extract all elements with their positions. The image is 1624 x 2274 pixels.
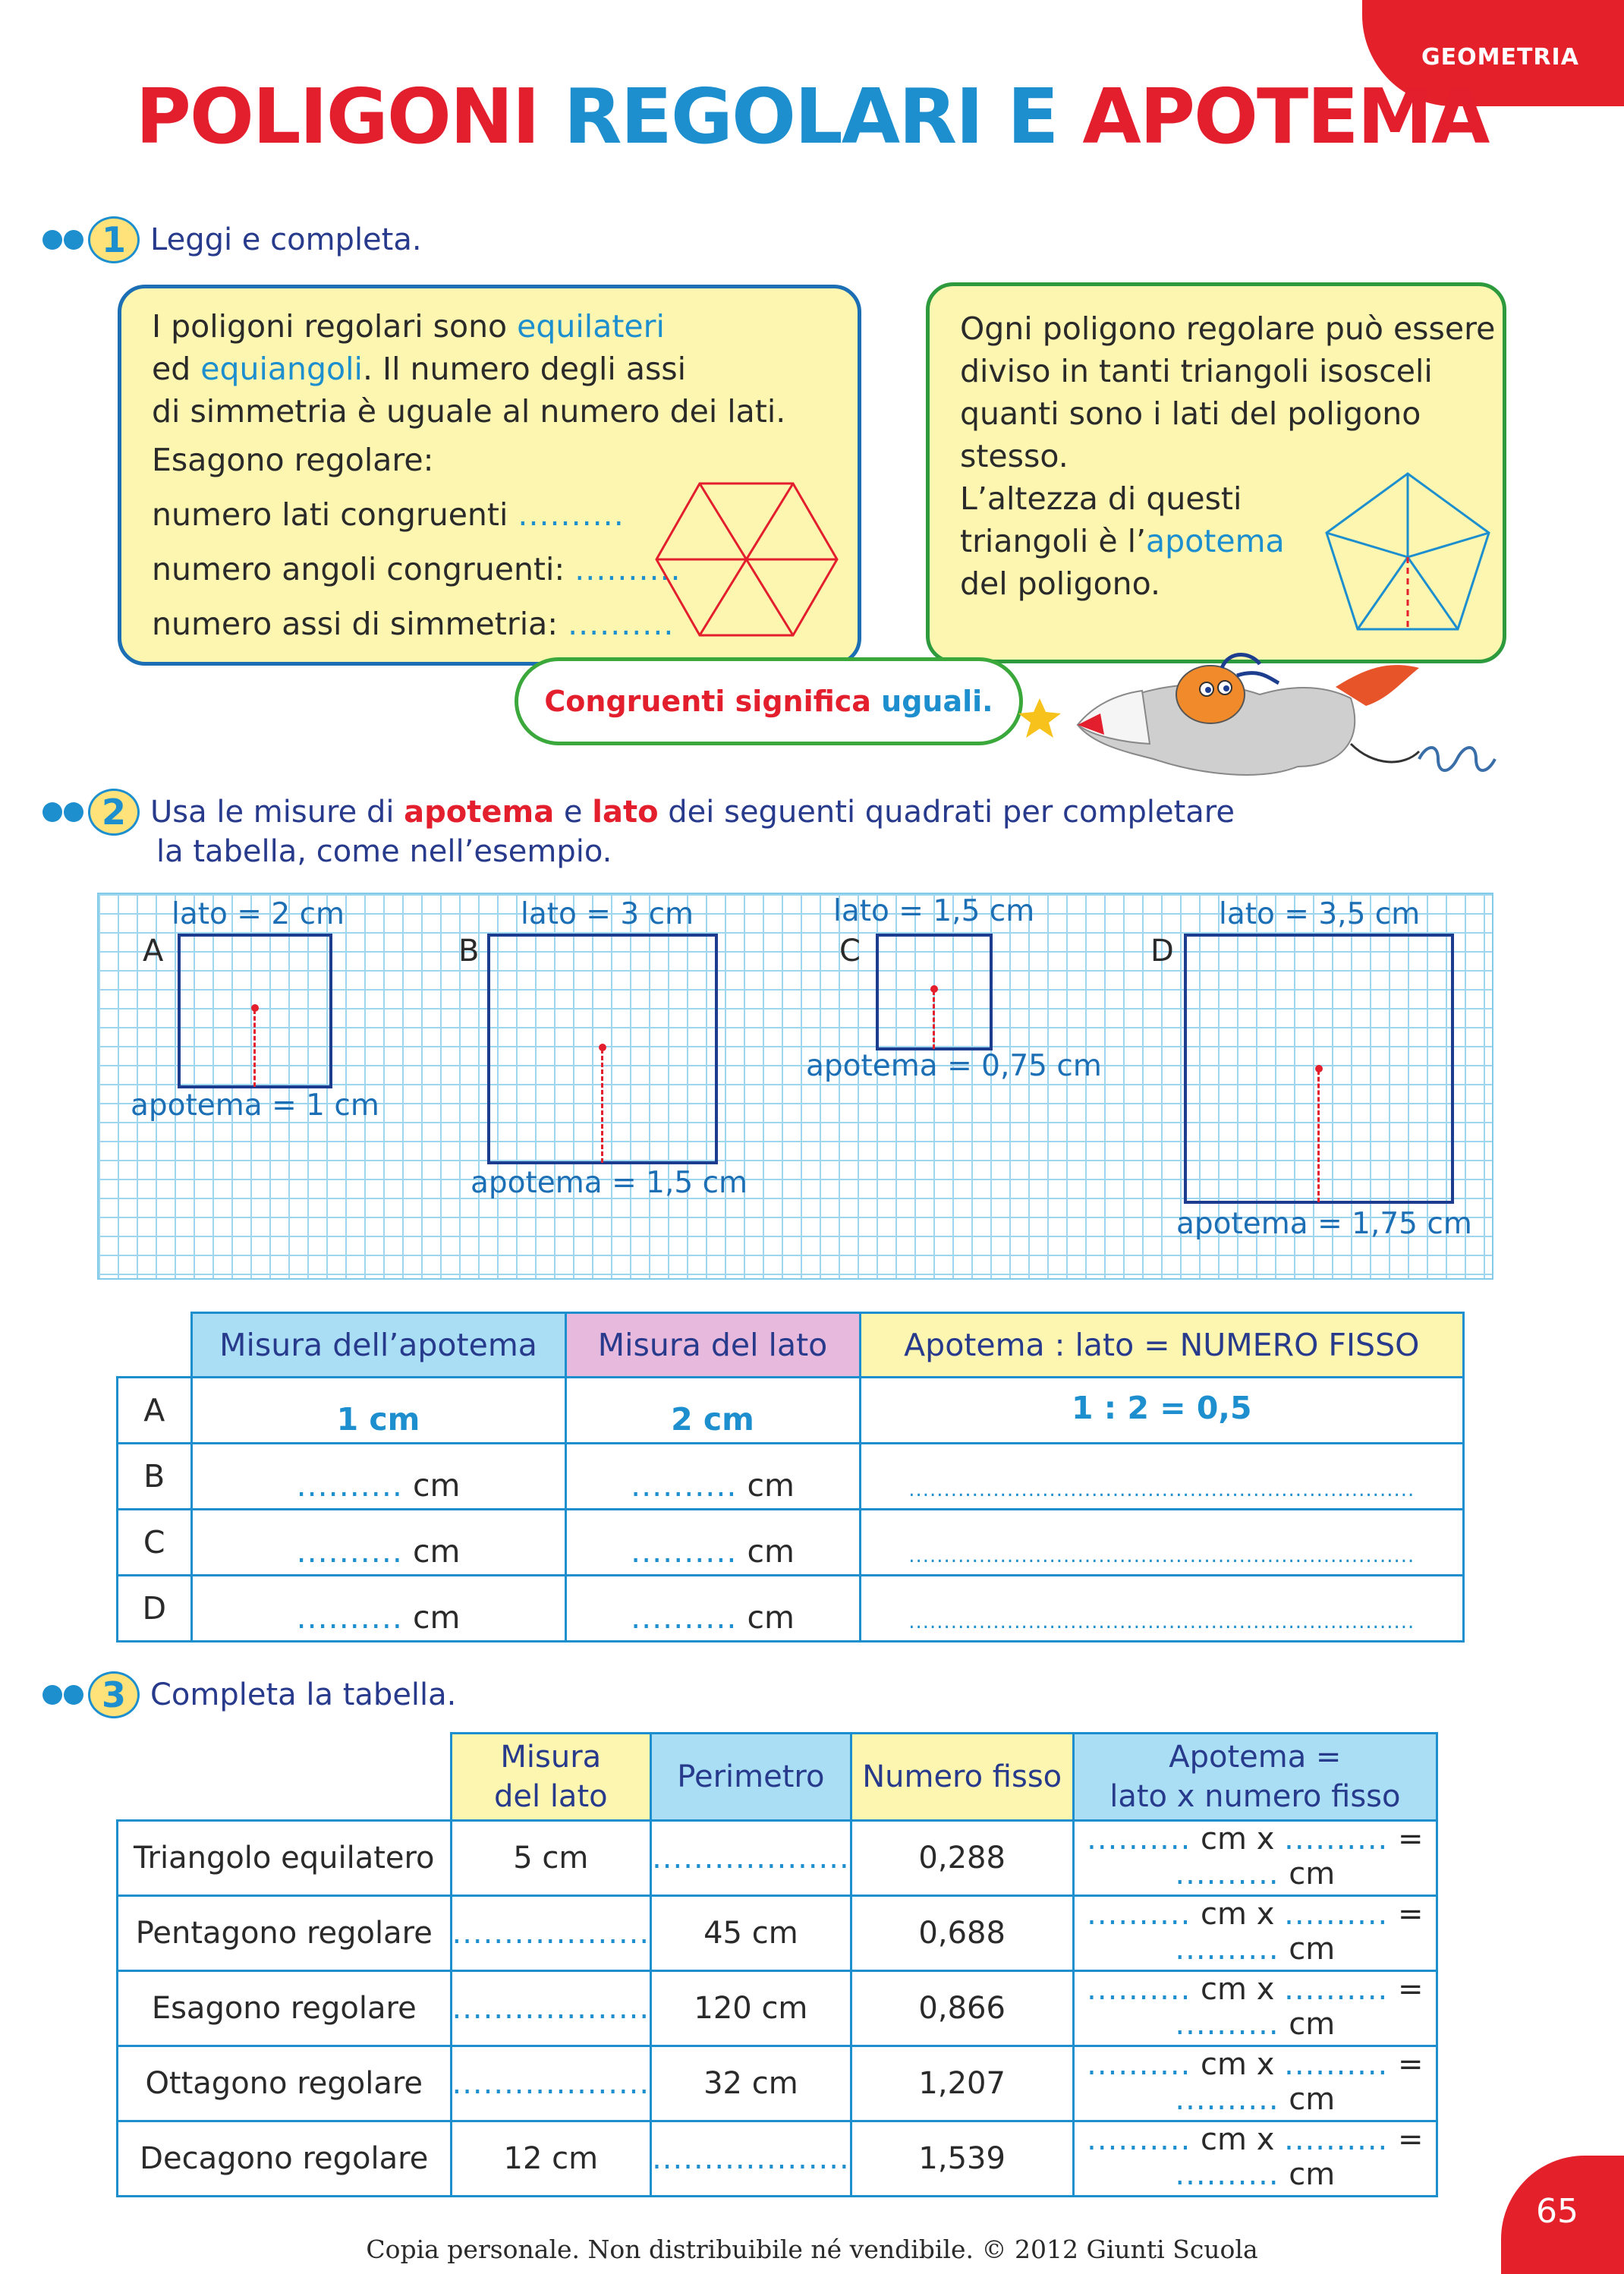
polygon-name: Triangolo equilatero [118, 1821, 452, 1896]
polygon-name: Decagono regolare [118, 2121, 452, 2197]
answer-blank[interactable]: .......... [574, 551, 681, 587]
ratio-value: 1 : 2 = 0,5 [860, 1378, 1464, 1444]
side-cell [451, 1971, 651, 2046]
answer-blank[interactable]: .......... [1087, 1897, 1191, 1932]
square-apothem-label: apotema = 1,75 cm [1176, 1207, 1472, 1241]
row-letter: C [118, 1510, 192, 1576]
bullet-dot [42, 802, 62, 822]
page-number: 65 [1536, 2192, 1578, 2231]
perimeter-cell [651, 2121, 851, 2197]
table-row [118, 1971, 1437, 2046]
fixed-number: 0,866 [851, 1971, 1073, 2046]
formula-cell: .......... cm x .......... = .......... cm [1073, 1896, 1437, 1971]
table-corner [118, 1734, 452, 1821]
answer-blank[interactable]: .......... [1087, 2047, 1191, 2082]
table-row [118, 2121, 1437, 2197]
title-word: E [1007, 72, 1058, 161]
answer-blank[interactable]: ........................................................................ [908, 1611, 1415, 1633]
box-line: di simmetria è uguale al numero dei lati. [152, 393, 786, 430]
answer-blank[interactable]: .......... [568, 606, 675, 642]
box-line: numero lati congruenti .......... [152, 496, 625, 533]
answer-blank[interactable]: .......... [1175, 2007, 1279, 2042]
perimeter-cell [651, 1821, 851, 1896]
answer-blank[interactable]: ................... [452, 2066, 650, 2101]
definition-box-right [926, 282, 1506, 663]
formula-cell: .......... cm x .......... = .......... cm [1073, 2121, 1437, 2197]
answer-blank[interactable]: ........................................................................ [908, 1479, 1415, 1501]
bullet-dot [64, 230, 83, 250]
table-header: Misura del lato [565, 1313, 860, 1378]
square-apothem-label: apotema = 1,5 cm [471, 1166, 748, 1200]
ratio-cell [860, 1510, 1464, 1576]
square-apothem-label: apotema = 0,75 cm [806, 1049, 1102, 1083]
square-letter: D [1150, 934, 1174, 968]
apothem-line [253, 1009, 256, 1087]
answer-blank[interactable]: .......... [1284, 1897, 1389, 1932]
exercise-3-header [42, 1668, 456, 1721]
formula-cell: .......... cm x .......... = .......... cm [1073, 1971, 1437, 2046]
apothem-line [1317, 1070, 1320, 1202]
fixed-number: 0,288 [851, 1821, 1073, 1896]
graph-paper-grid [97, 893, 1493, 1280]
table-header: Misura del lato [451, 1734, 651, 1821]
answer-blank[interactable]: .......... [1284, 2122, 1389, 2157]
answer-blank[interactable]: .......... [296, 1599, 403, 1636]
title-word: REGOLARI [563, 72, 983, 161]
apothem-cell: .......... cm [191, 1510, 565, 1576]
bullet-dot [64, 1685, 83, 1705]
table-corner [118, 1313, 192, 1378]
row-letter: A [118, 1378, 192, 1444]
title-word: APOTEMA [1082, 72, 1489, 161]
table-row [118, 1576, 1464, 1642]
formula-cell: .......... cm x .......... = .......... cm [1073, 2046, 1437, 2121]
box-line: triangoli è l’apotema [960, 523, 1285, 559]
box-line: del poligono. [960, 565, 1161, 602]
square-letter: C [839, 934, 861, 968]
answer-blank[interactable]: .......... [296, 1467, 403, 1504]
box-line: numero angoli congruenti: .......... [152, 551, 681, 587]
answer-blank[interactable]: .......... [631, 1467, 738, 1504]
table-row [118, 1896, 1437, 1971]
exercise-number-badge: 1 [88, 216, 140, 263]
apothem-cell: .......... cm [191, 1444, 565, 1510]
perimeter-value: 32 cm [651, 2046, 851, 2121]
side-cell: .......... cm [565, 1576, 860, 1642]
square-letter: B [458, 934, 480, 968]
hexagon-icon [653, 480, 842, 639]
side-cell: .......... cm [565, 1444, 860, 1510]
box-line: numero assi di simmetria: .......... [152, 606, 675, 642]
apothem-value: 1 cm [191, 1378, 565, 1444]
copyright-footer: Copia personale. Non distribuibile né vendibile. © 2012 Giunti Scuola [366, 2235, 1258, 2264]
box-line: Esagono regolare: [152, 442, 434, 478]
answer-blank[interactable]: .......... [1087, 1822, 1191, 1857]
page-title [0, 72, 1624, 161]
square-apothem-label: apotema = 1 cm [131, 1088, 379, 1123]
apothem-cell: .......... cm [191, 1576, 565, 1642]
section-tab-label: GEOMETRIA [1421, 44, 1579, 71]
answer-blank[interactable]: ................... [452, 1991, 650, 2026]
answer-blank[interactable]: ................... [652, 2141, 850, 2176]
side-value: 5 cm [451, 1821, 651, 1896]
table-header: Misura dell’apotema [191, 1313, 565, 1378]
ratio-cell [860, 1444, 1464, 1510]
exercise-1-header [42, 213, 422, 266]
table-row [118, 1444, 1464, 1510]
exercise-instruction: Leggi e completa. [150, 222, 422, 257]
definition-box-left [118, 285, 861, 666]
fixed-number: 1,207 [851, 2046, 1073, 2121]
bullet-dot [42, 230, 62, 250]
ratio-cell [860, 1576, 1464, 1642]
side-cell: .......... cm [565, 1510, 860, 1576]
rocket-mascot-icon [1009, 653, 1556, 805]
answer-blank[interactable]: .......... [1175, 2157, 1279, 2192]
row-letter: B [118, 1444, 192, 1510]
fixed-number: 0,688 [851, 1896, 1073, 1971]
side-value: 2 cm [565, 1378, 860, 1444]
answer-blank[interactable]: .......... [1087, 2122, 1191, 2157]
side-cell [451, 2046, 651, 2121]
answer-blank[interactable]: .......... [1284, 1822, 1389, 1857]
answer-blank[interactable]: .......... [518, 496, 625, 533]
table-row [118, 1510, 1464, 1576]
polygon-name: Esagono regolare [118, 1971, 452, 2046]
exercise-number-badge: 2 [88, 789, 140, 836]
answer-blank[interactable]: .......... [296, 1533, 403, 1570]
table-row [118, 2046, 1437, 2121]
answer-blank[interactable]: ........................................................................ [908, 1545, 1415, 1567]
answer-blank[interactable]: .......... [1175, 1932, 1279, 1967]
bullet-dot [42, 1685, 62, 1705]
polygon-apothem-table [116, 1732, 1438, 2197]
apothem-line [933, 991, 935, 1049]
polygon-name: Pentagono regolare [118, 1896, 452, 1971]
box-line: diviso in tanti triangoli isosceli [960, 353, 1433, 389]
fixed-number: 1,539 [851, 2121, 1073, 2197]
answer-blank[interactable]: .......... [631, 1533, 738, 1570]
box-line: L’altezza di questi [960, 480, 1242, 517]
box-line: Ogni poligono regolare può essere [960, 310, 1496, 347]
formula-cell: .......... cm x .......... = .......... cm [1073, 1821, 1437, 1896]
square-letter: A [143, 934, 164, 968]
box-line: I poligoni regolari sono equilateri [152, 308, 665, 345]
box-line: ed equiangoli. Il numero degli assi [152, 351, 687, 387]
square-side-label: lato = 1,5 cm [833, 894, 1035, 928]
table-row [118, 1378, 1464, 1444]
exercise-instruction: Completa la tabella. [150, 1677, 457, 1712]
square-side-label: lato = 3,5 cm [1219, 897, 1421, 931]
box-line: stesso. [960, 438, 1069, 474]
box-line: quanti sono i lati del poligono [960, 395, 1421, 432]
polygon-name: Ottagono regolare [118, 2046, 452, 2121]
exercise-instruction: Usa le misure di apotema e lato dei seguenti quadrati per completare [150, 795, 1235, 830]
square-side-label: lato = 3 cm [521, 897, 694, 931]
table-header: Perimetro [651, 1734, 851, 1821]
title-word: POLIGONI [135, 72, 539, 161]
side-value: 12 cm [451, 2121, 651, 2197]
answer-blank[interactable]: .......... [1087, 1972, 1191, 2007]
answer-blank[interactable]: .......... [1284, 1972, 1389, 2007]
table-header: Apotema : lato = NUMERO FISSO [860, 1313, 1464, 1378]
tip-text: Congruenti significa uguali . [544, 685, 993, 718]
answer-blank[interactable]: .......... [1284, 2047, 1389, 2082]
answer-blank[interactable]: ................... [652, 1841, 850, 1876]
square-side-label: lato = 2 cm [172, 897, 345, 931]
table-header: Numero fisso [851, 1734, 1073, 1821]
exercise-instruction-line2: la tabella, come nell’esempio. [156, 834, 612, 869]
table-header: Apotema = lato x numero fisso [1073, 1734, 1437, 1821]
bullet-dot [64, 802, 83, 822]
perimeter-value: 120 cm [651, 1971, 851, 2046]
side-cell [451, 1896, 651, 1971]
answer-blank[interactable]: .......... [1175, 1857, 1279, 1891]
exercise-number-badge: 3 [88, 1671, 140, 1718]
table-row [118, 1821, 1437, 1896]
exercise-2-header [42, 786, 1235, 839]
answer-blank[interactable]: ................... [452, 1916, 650, 1951]
answer-blank[interactable]: .......... [631, 1599, 738, 1636]
apothem-line [601, 1049, 603, 1163]
apothem-ratio-table [116, 1312, 1465, 1643]
row-letter: D [118, 1576, 192, 1642]
answer-blank[interactable]: .......... [1175, 2082, 1279, 2117]
perimeter-value: 45 cm [651, 1896, 851, 1971]
pentagon-icon [1320, 470, 1495, 637]
